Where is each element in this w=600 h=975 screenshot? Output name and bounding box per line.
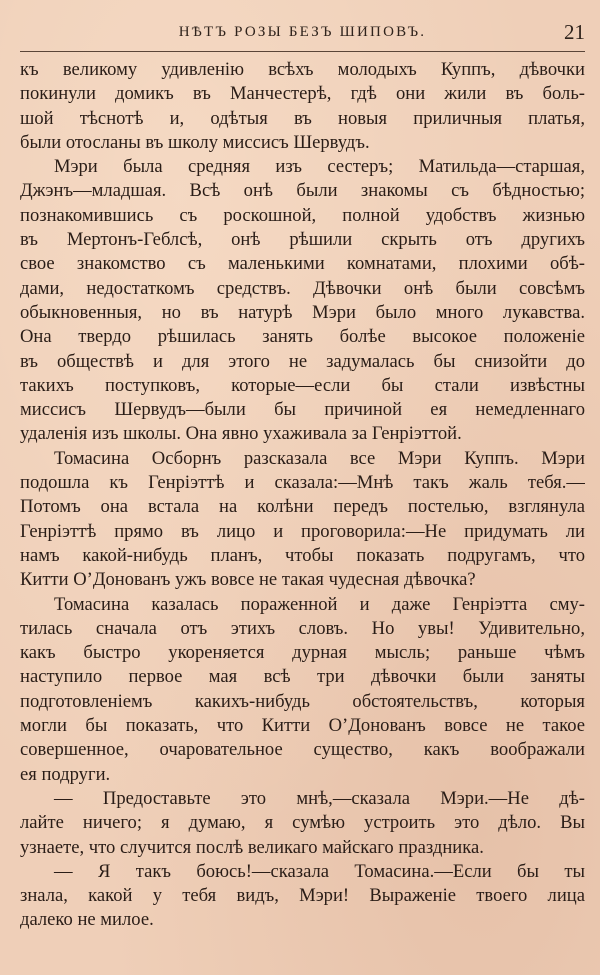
running-title: НѢТЪ РОЗЫ БЕЗЪ ШИПОВЪ. (178, 24, 427, 40)
text-line: такихъ поступковъ, которые—если бы стали извѣстны (20, 374, 585, 396)
page-header (20, 20, 585, 50)
text-line: тилась сначала отъ этихъ словъ. Но увы! Удивительно, (20, 617, 585, 639)
text-line: Потомъ она встала на колѣни передъ постелью, взглянула (20, 496, 585, 518)
text-line: Генріэттѣ прямо въ лицо и проговорила:—Не придумать ли (20, 520, 585, 542)
text-line: намъ какой-нибудь планъ, чтобы показать подругамъ, что (20, 544, 585, 566)
text-line: удаленія изъ школы. Она явно ухаживала за Генріэттой. (20, 423, 462, 445)
text-line: далеко не милое. (20, 909, 154, 931)
text-line: лайте ничего; я думаю, я сумѣю устроить это дѣло. Вы (20, 812, 585, 834)
text-line: Она твердо рѣшилась занять болѣе высокое положеніе (20, 326, 585, 348)
text-line: въ Мертонъ-Геблсѣ, онѣ рѣшили скрыть отъ другихъ (20, 229, 585, 251)
header-rule (20, 51, 585, 52)
text-line: Китти О’Донованъ ужъ вовсе не такая чудесная дѣвочка? (20, 569, 476, 591)
text-line: ея подруги. (20, 763, 111, 785)
text-line: — Предоставьте это мнѣ,—сказала Мэри.—Не дѣ- (54, 787, 585, 809)
text-line: познакомившись съ роскошной, полной удобствъ жизнью (20, 204, 585, 226)
text-line: миссисъ Шервудъ—были бы причиной ея немедленнаго (20, 399, 585, 421)
text-line: подошла къ Генріэттѣ и сказала:—Мнѣ такъ жаль тебя.— (20, 472, 585, 494)
text-line: подготовленіемъ какихъ-нибудь обстоятельствъ, которыя (20, 690, 585, 712)
text-line: — Я такъ боюсь!—сказала Томасина.—Если бы ты (54, 860, 585, 882)
text-line: наступило первое мая всѣ три дѣвочки были заняты (20, 666, 585, 688)
text-line: обыкновенныя, но въ натурѣ Мэри было много лукавства. (20, 301, 585, 323)
text-line: были отосланы въ школу миссисъ Шервудъ. (20, 131, 370, 153)
text-line: Томасина Осборнъ разсказала все Мэри Куппъ. Мэри (54, 447, 585, 469)
text-line: могли бы показать, что Китти О’Донованъ вовсе не такое (20, 715, 585, 737)
text-line: покинули домикъ въ Манчестерѣ, гдѣ они жили въ боль- (20, 83, 585, 105)
body-text (20, 58, 585, 933)
text-line: Джэнъ—младшая. Всѣ онѣ были знакомы съ бѣдностью; (20, 180, 585, 202)
text-line: свое знакомство съ маленькими комнатами, плохими обѣ- (20, 253, 585, 275)
text-line: шой тѣснотѣ и, одѣтыя въ новыя приличныя платья, (20, 107, 585, 129)
text-line: какъ быстро укореняется дурная мысль; раньше чѣмъ (20, 642, 585, 664)
text-line: совершенное, очаровательное существо, какъ воображали (20, 739, 585, 761)
page-number: 21 (564, 20, 585, 44)
text-line: знала, какой у тебя видъ, Мэри! Выраженіе твоего лица (20, 885, 585, 907)
text-line: узнаете, что случится послѣ великаго майскаго праздника. (20, 836, 484, 858)
text-line: въ обществѣ и для этого не задумалась бы снизойти до (20, 350, 585, 372)
text-line: дами, недостаткомъ средствъ. Дѣвочки онѣ были совсѣмъ (20, 277, 585, 299)
text-line: Мэри была средняя изъ сестеръ; Матильда—старшая, (54, 156, 585, 178)
text-line: къ великому удивленію всѣхъ молодыхъ Куппъ, дѣвочки (20, 59, 585, 80)
text-line: Томасина казалась пораженной и даже Генріэтта сму- (54, 593, 585, 615)
